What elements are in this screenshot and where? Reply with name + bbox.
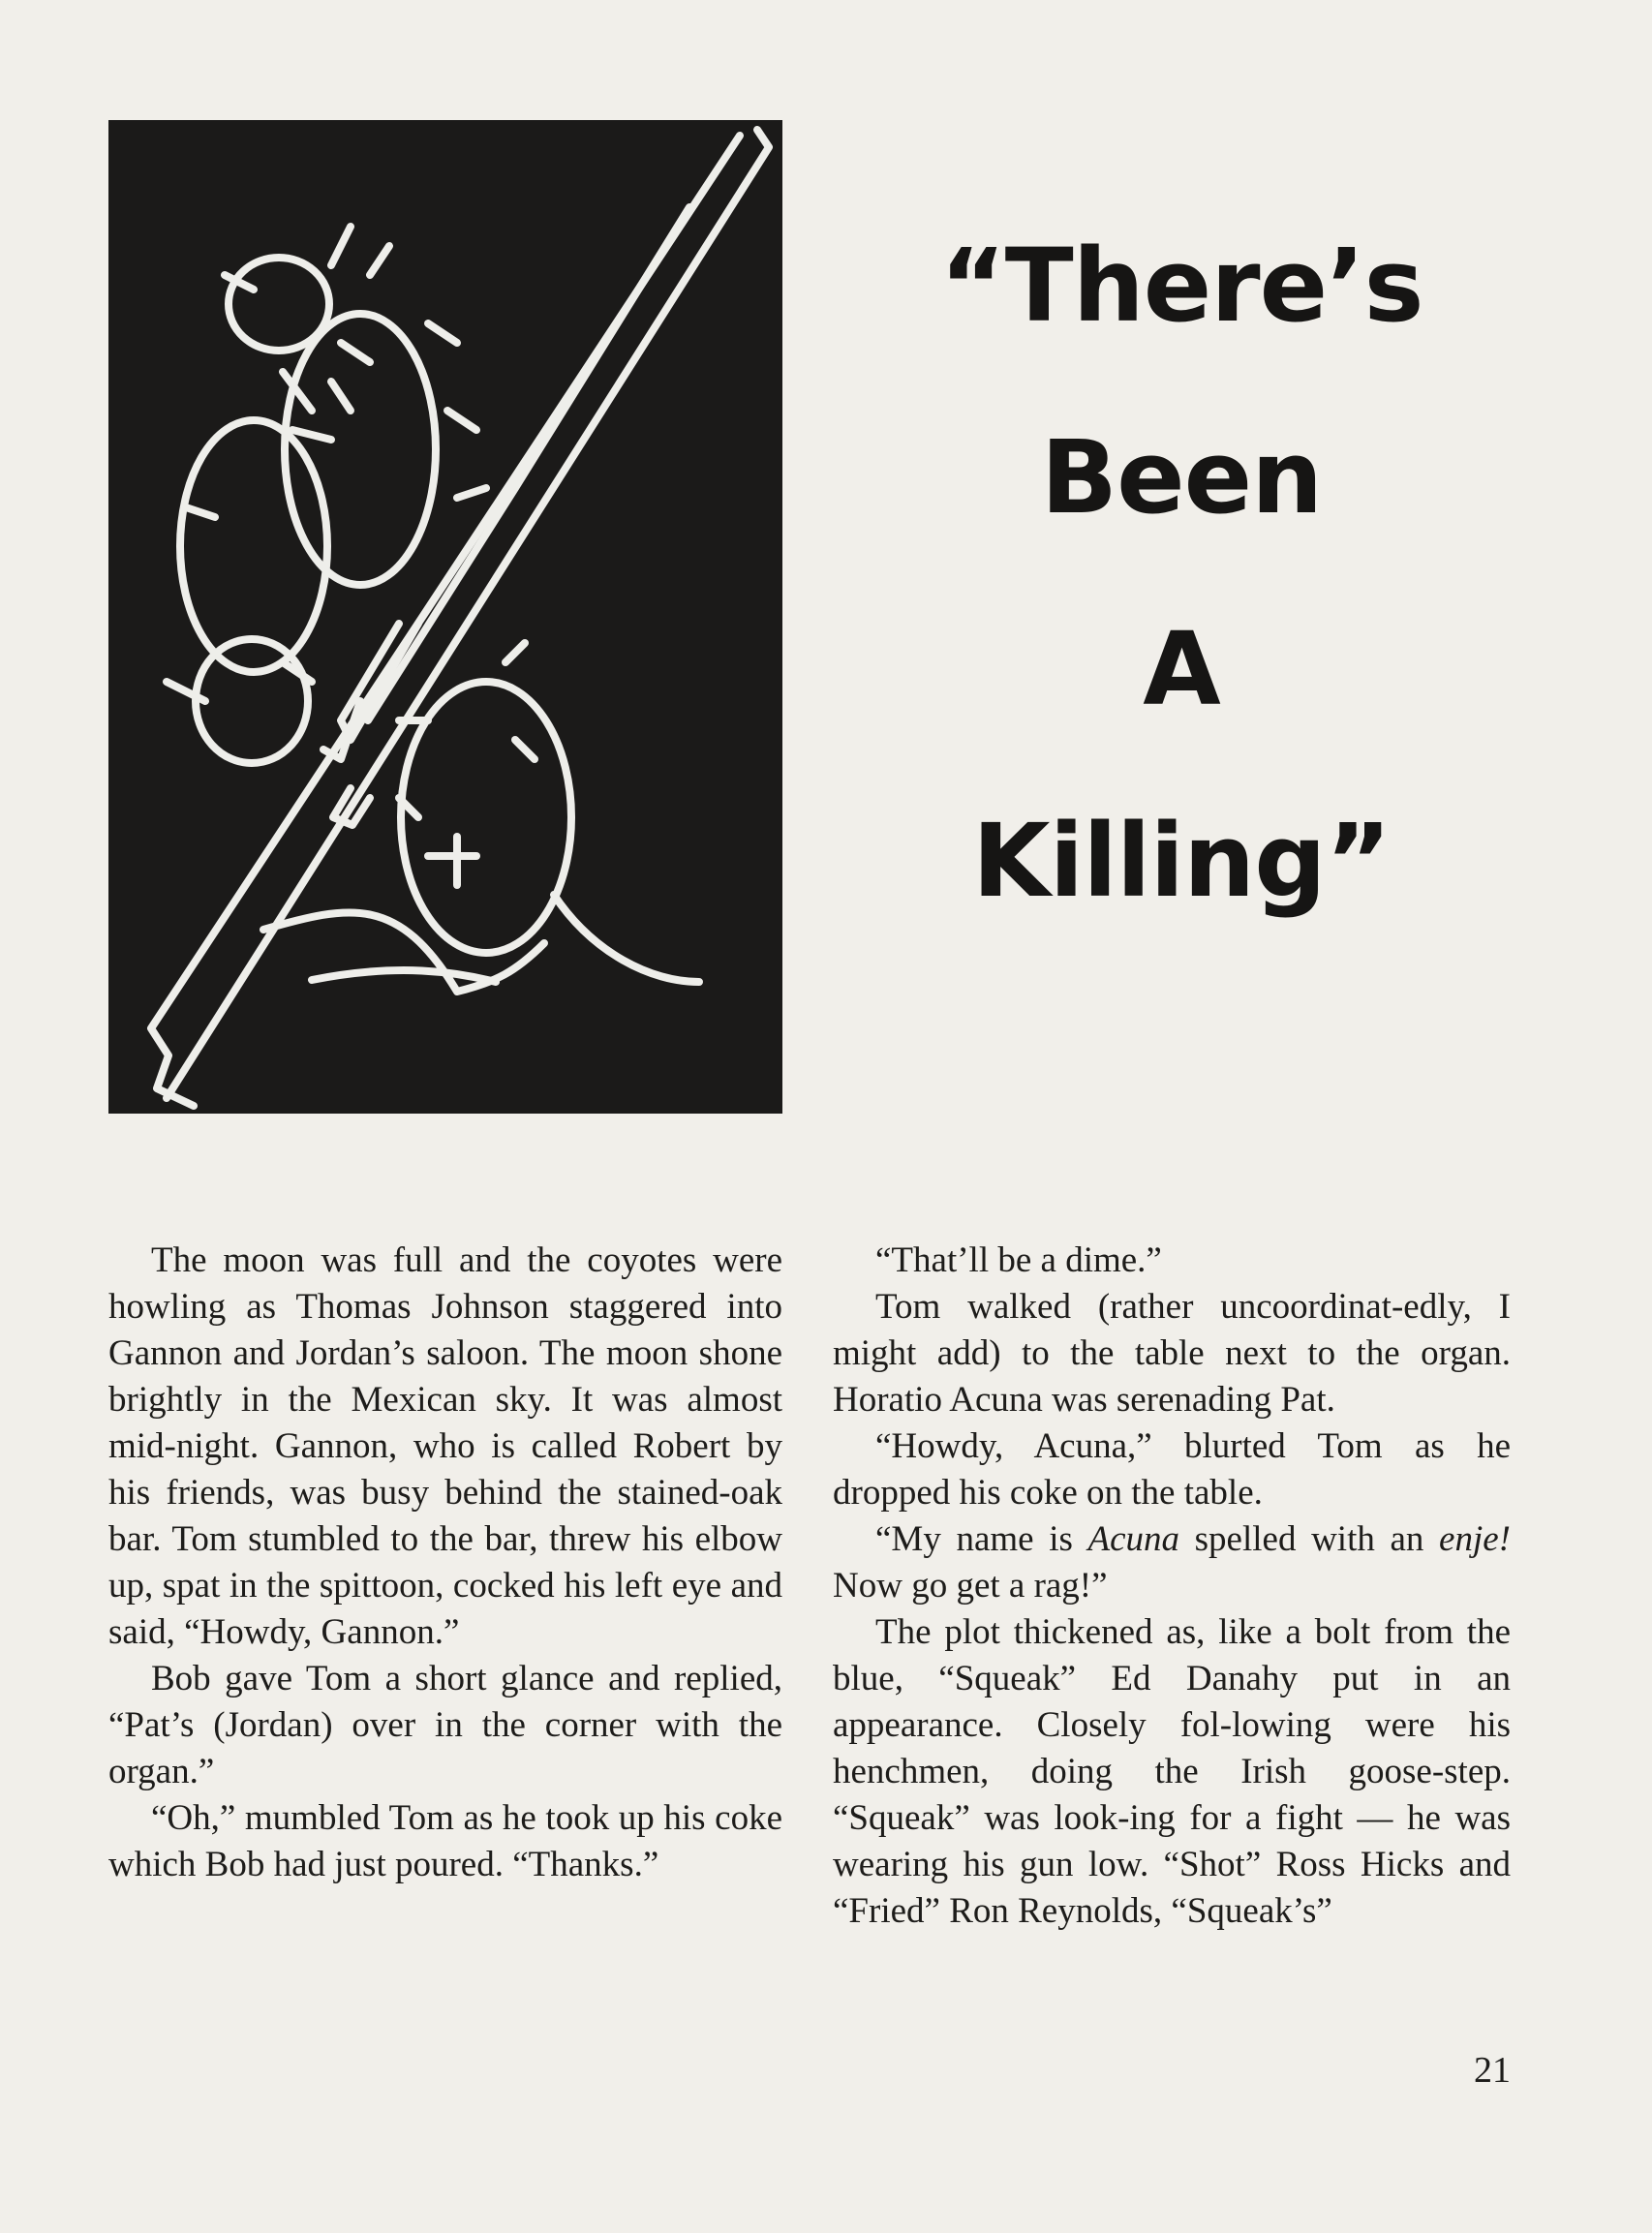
cactus-rifle-illustration	[108, 120, 782, 1114]
story-paragraph: “Oh,” mumbled Tom as he took up his coke which Bob had just poured. “Thanks.”	[108, 1798, 782, 1884]
story-paragraph: The plot thickened as, like a bolt from the blue, “Squeak” Ed Danahy put in an appearance. Closely fol-lowing were his henchmen, doing the Irish goose-step. “Squeak” was look-ing for a fight — he was wearing his gun low. “Shot” Ross Hicks and “Fried” Ron Reynolds, “Squeak’s”	[833, 1612, 1511, 1931]
story-paragraph: Tom walked (rather uncoordinat-edly, I might add) to the table next to the organ. Horatio Acuna was serenading Pat.	[833, 1287, 1511, 1420]
story-column-right	[833, 1238, 1511, 1935]
story-paragraph	[833, 1516, 1511, 1609]
italic-word-enje: enje!	[1439, 1519, 1511, 1559]
page-number: 21	[1474, 2050, 1511, 2091]
text-run: Now go get a rag!”	[833, 1566, 1108, 1606]
story-paragraph: “Howdy, Acuna,” blurted Tom as he dropped his coke on the table.	[833, 1426, 1511, 1513]
cactus-and-rifle-woodcut-icon	[108, 120, 782, 1114]
story-title	[872, 213, 1491, 980]
story-paragraph: “That’ll be a dime.”	[875, 1240, 1162, 1280]
title-line: A	[1143, 610, 1220, 728]
story-column-left	[108, 1238, 782, 1888]
italic-name-acuna: Acuna	[1087, 1519, 1180, 1559]
story-paragraph: Bob gave Tom a short glance and replied, “Pat’s (Jordan) over in the corner with the organ.”	[108, 1659, 782, 1791]
title-line: Killing”	[971, 802, 1392, 920]
title-line: Been	[1040, 418, 1323, 536]
text-run: spelled with an	[1179, 1519, 1440, 1559]
text-run: “My name is	[875, 1519, 1088, 1559]
title-line: “There’s	[939, 227, 1423, 345]
story-paragraph: The moon was full and the coyotes were howling as Thomas Johnson staggered into Gannon and Jordan’s saloon. The moon shone brightly in the Mexican sky. It was almost mid-night. Gannon, who is called Robert by his friends, was busy behind the stained-oak bar. Tom stumbled to the bar, threw his elbow up, spat in the spittoon, cocked his left eye and said, “Howdy, Gannon.”	[108, 1240, 782, 1652]
